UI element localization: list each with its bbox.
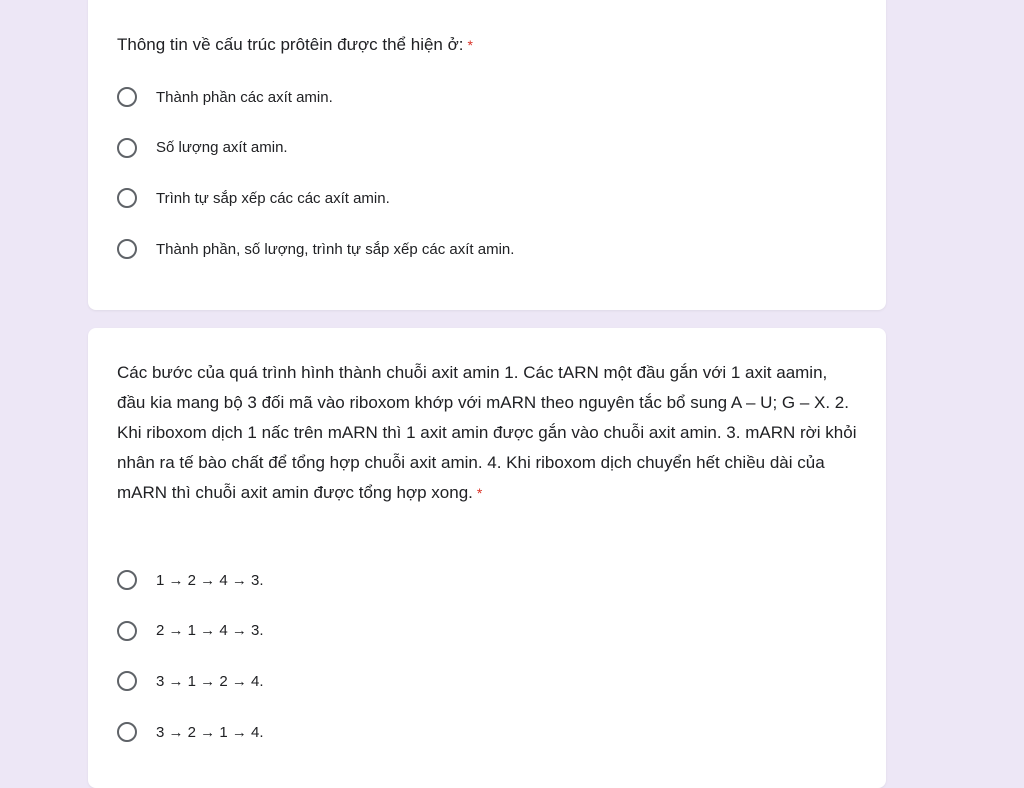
option-label: 3 → 1 → 2 → 4.: [156, 672, 264, 690]
question-title: [117, 358, 858, 508]
answer-option-4[interactable]: [117, 224, 858, 275]
answer-option-1[interactable]: [117, 72, 858, 123]
radio-unchecked-icon[interactable]: [117, 138, 137, 158]
question-text: Thông tin về cấu trúc prôtêin được thể hiện ở:: [117, 35, 464, 54]
required-mark: *: [476, 485, 483, 501]
option-label: 1 → 2 → 4 → 3.: [156, 571, 264, 589]
option-label: Trình tự sắp xếp các các axít amin.: [156, 189, 390, 207]
option-label: 3 → 2 → 1 → 4.: [156, 723, 264, 741]
question-card-2: [88, 328, 886, 788]
option-label: Số lượng axít amin.: [156, 139, 288, 157]
radio-unchecked-icon[interactable]: [117, 570, 137, 590]
answer-option-2[interactable]: [117, 123, 858, 174]
answer-options: [117, 569, 858, 771]
option-label: Thành phần các axít amin.: [156, 88, 333, 106]
radio-unchecked-icon[interactable]: [117, 239, 137, 259]
answer-option-4[interactable]: [117, 707, 858, 758]
question-card-1: [88, 0, 886, 310]
radio-unchecked-icon[interactable]: [117, 621, 137, 641]
required-mark: *: [467, 37, 473, 53]
question-title: [117, 30, 858, 60]
answer-option-2[interactable]: [117, 606, 858, 657]
question-text: Các bước của quá trình hình thành chuỗi axit amin 1. Các tARN một đầu gắn với 1 axit aamin, đầu kia mang bộ 3 đối mã vào riboxom khớp với mARN theo nguyên tắc bổ sung A – U; G – X. 2. Khi riboxom dịch 1 nấc trên mARN thì 1 axit amin được gắn vào chuỗi axit amin. 3. mARN rời khỏi nhân ra tế bào chất để tổng hợp chuỗi axit amin. 4. Khi riboxom dịch chuyển hết chiều dài của mARN thì chuỗi axit amin được tổng hợp xong.: [117, 363, 857, 502]
radio-unchecked-icon[interactable]: [117, 722, 137, 742]
radio-unchecked-icon[interactable]: [117, 671, 137, 691]
answer-option-3[interactable]: [117, 173, 858, 224]
answer-options: [117, 86, 858, 288]
option-label: Thành phần, số lượng, trình tự sắp xếp các axít amin.: [156, 240, 515, 258]
radio-unchecked-icon[interactable]: [117, 87, 137, 107]
radio-unchecked-icon[interactable]: [117, 188, 137, 208]
answer-option-3[interactable]: [117, 656, 858, 707]
option-label: 2 → 1 → 4 → 3.: [156, 622, 264, 640]
answer-option-1[interactable]: [117, 555, 858, 606]
